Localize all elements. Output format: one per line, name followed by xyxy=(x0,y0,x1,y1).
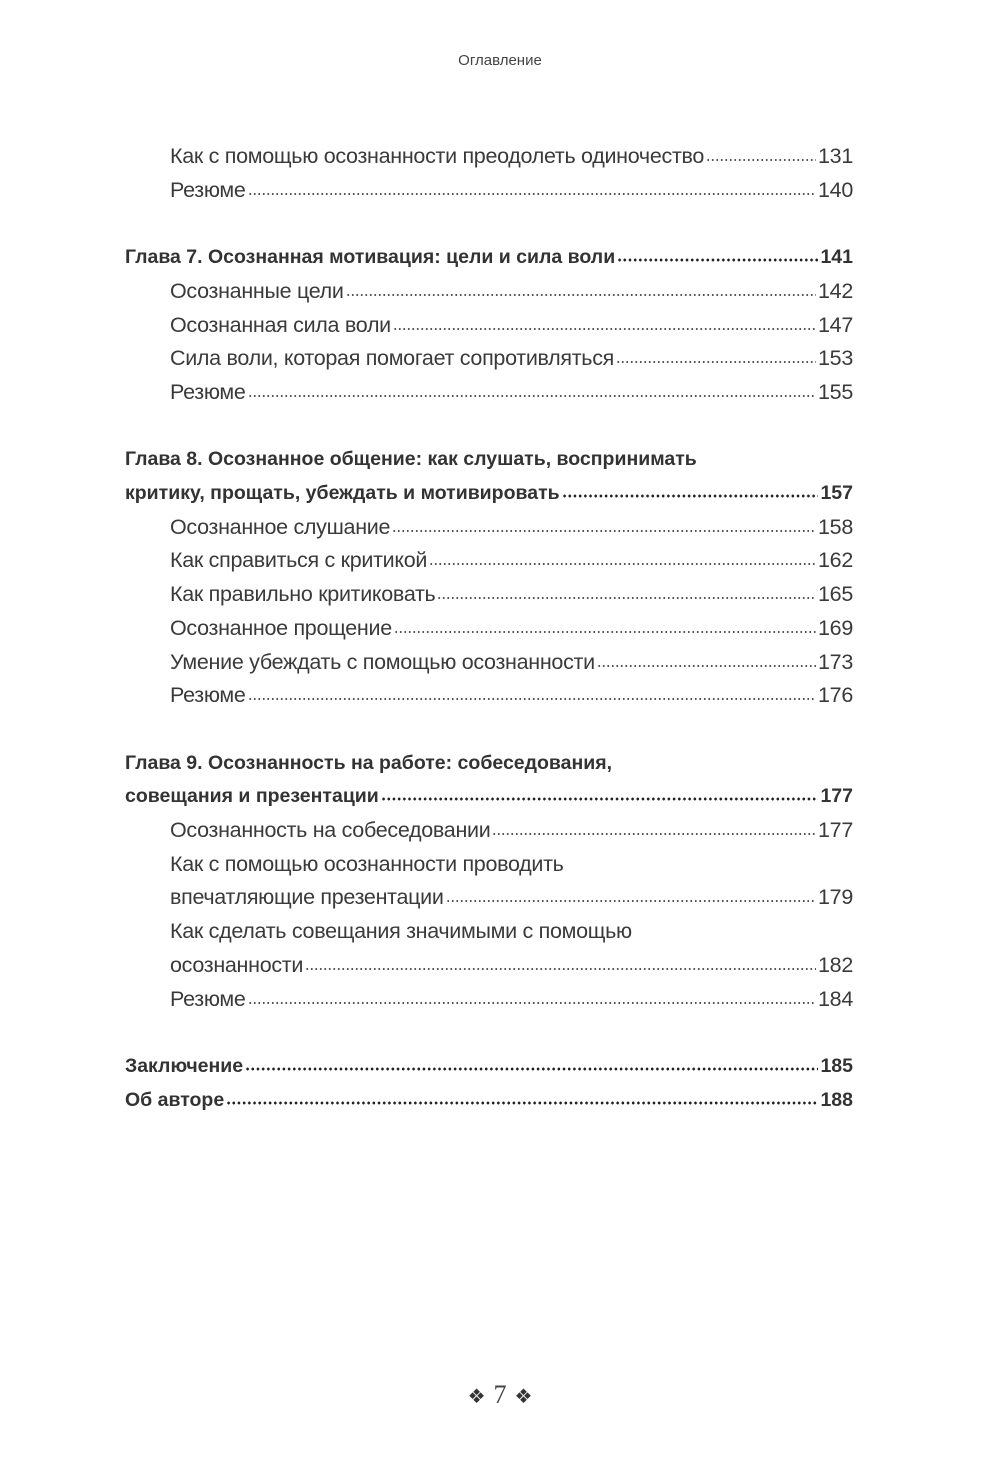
dot-leader xyxy=(429,561,816,567)
toc-chapter-entry[interactable] xyxy=(125,241,853,275)
entry-page-number: 185 xyxy=(820,1054,853,1077)
toc-section-entry[interactable] xyxy=(125,342,853,376)
entry-title: Осознанность на собеседовании xyxy=(170,818,491,843)
entry-page-number: 140 xyxy=(818,177,853,202)
dot-leader xyxy=(597,663,816,669)
dot-leader xyxy=(346,292,816,298)
entry-title: Осознанное прощение xyxy=(170,615,392,640)
toc-chapter-entry[interactable] xyxy=(125,780,853,814)
spacer xyxy=(125,1016,853,1050)
entry-page-number: 162 xyxy=(818,548,853,573)
toc-section-entry[interactable] xyxy=(125,848,853,882)
dot-leader xyxy=(392,528,816,534)
dot-leader xyxy=(446,898,816,904)
entry-page-number: 179 xyxy=(818,885,853,910)
toc-section-entry[interactable] xyxy=(125,275,853,309)
toc-chapter-entry[interactable] xyxy=(125,1050,853,1084)
entry-title: Сила воли, которая помогает сопротивляться xyxy=(170,346,614,371)
table-of-contents xyxy=(125,140,853,1117)
entry-title: осознанности xyxy=(170,952,304,977)
entry-page-number: 142 xyxy=(818,278,853,303)
entry-page-number: 182 xyxy=(818,952,853,977)
dot-leader xyxy=(492,831,816,837)
entry-title: совещания и презентации xyxy=(125,785,379,808)
entry-title: Как справиться с критикой xyxy=(170,548,428,573)
entry-title: Заключение xyxy=(125,1054,244,1077)
entry-page-number: 131 xyxy=(818,144,853,168)
entry-title: критику, прощать, убеждать и мотивировать xyxy=(125,482,560,505)
entry-title: Глава 9. Осознанность на работе: собеседования, xyxy=(125,751,613,774)
dot-leader xyxy=(617,257,818,263)
entry-page-number: 177 xyxy=(818,818,853,843)
dot-leader xyxy=(305,966,816,972)
entry-page-number: 173 xyxy=(818,649,853,674)
entry-title: Осознанные цели xyxy=(170,278,344,303)
entry-title: Как правильно критиковать xyxy=(170,582,436,607)
toc-section-entry[interactable] xyxy=(125,309,853,343)
entry-page-number: 141 xyxy=(820,246,853,269)
entry-page-number: 157 xyxy=(820,482,853,505)
entry-title: Резюме xyxy=(170,379,246,404)
running-head: Оглавление xyxy=(458,52,542,69)
entry-title: Глава 8. Осознанное общение: как слушать, воспринимать xyxy=(125,448,697,471)
toc-section-entry[interactable] xyxy=(125,915,853,949)
dot-leader xyxy=(562,493,819,499)
entry-title: Умение убеждать с помощью осознанности xyxy=(170,649,595,674)
dot-leader xyxy=(245,1066,818,1072)
entry-title: Осознанная сила воли xyxy=(170,312,391,337)
entry-page-number: 147 xyxy=(818,312,853,337)
spacer xyxy=(125,410,853,444)
toc-section-entry[interactable] xyxy=(125,983,853,1017)
entry-page-number: 184 xyxy=(818,986,853,1011)
entry-page-number: 177 xyxy=(820,785,853,808)
entry-page-number: 153 xyxy=(818,346,853,371)
dot-leader xyxy=(706,157,816,163)
toc-section-entry[interactable] xyxy=(125,544,853,578)
dot-leader xyxy=(248,696,816,702)
dot-leader xyxy=(393,326,816,332)
toc-section-entry[interactable] xyxy=(125,376,853,410)
spacer xyxy=(125,713,853,747)
entry-title: Глава 7. Осознанная мотивация: цели и сила воли xyxy=(125,246,616,269)
dot-leader xyxy=(248,191,816,197)
toc-chapter-entry[interactable] xyxy=(125,477,853,511)
entry-title: Как с помощью осознанности проводить xyxy=(170,851,564,876)
dot-leader xyxy=(226,1100,818,1106)
entry-page-number: 188 xyxy=(820,1088,853,1111)
entry-title: Резюме xyxy=(170,177,246,202)
entry-title: Об авторе xyxy=(125,1088,225,1111)
ornament-icon: ❖ xyxy=(467,1386,486,1408)
dot-leader xyxy=(381,796,819,802)
entry-title: Как с помощью осознанности преодолеть одиночество xyxy=(170,144,705,168)
page-folio xyxy=(0,1380,1000,1410)
dot-leader xyxy=(616,359,816,365)
page-number: 7 xyxy=(493,1380,507,1409)
toc-section-entry[interactable] xyxy=(125,140,853,174)
entry-page-number: 176 xyxy=(818,683,853,708)
toc-section-entry[interactable] xyxy=(125,578,853,612)
dot-leader xyxy=(248,393,816,399)
dot-leader xyxy=(248,1000,816,1006)
entry-page-number: 155 xyxy=(818,379,853,404)
toc-section-entry[interactable] xyxy=(125,679,853,713)
toc-section-entry[interactable] xyxy=(125,646,853,680)
toc-section-entry[interactable] xyxy=(125,949,853,983)
entry-title: впечатляющие презентации xyxy=(170,885,444,910)
entry-page-number: 165 xyxy=(818,582,853,607)
ornament-icon: ❖ xyxy=(514,1386,533,1408)
dot-leader xyxy=(437,595,816,601)
toc-section-entry[interactable] xyxy=(125,174,853,208)
toc-section-entry[interactable] xyxy=(125,511,853,545)
dot-leader xyxy=(394,629,816,635)
entry-title: Резюме xyxy=(170,986,246,1011)
entry-title: Осознанное слушание xyxy=(170,514,391,539)
toc-chapter-entry[interactable] xyxy=(125,443,853,477)
toc-section-entry[interactable] xyxy=(125,612,853,646)
entry-title: Как сделать совещания значимыми с помощью xyxy=(170,919,632,944)
toc-section-entry[interactable] xyxy=(125,881,853,915)
entry-title: Резюме xyxy=(170,683,246,708)
entry-page-number: 158 xyxy=(818,514,853,539)
spacer xyxy=(125,207,853,241)
toc-section-entry[interactable] xyxy=(125,814,853,848)
toc-chapter-entry[interactable] xyxy=(125,747,853,781)
toc-chapter-entry[interactable] xyxy=(125,1084,853,1118)
entry-page-number: 169 xyxy=(818,615,853,640)
